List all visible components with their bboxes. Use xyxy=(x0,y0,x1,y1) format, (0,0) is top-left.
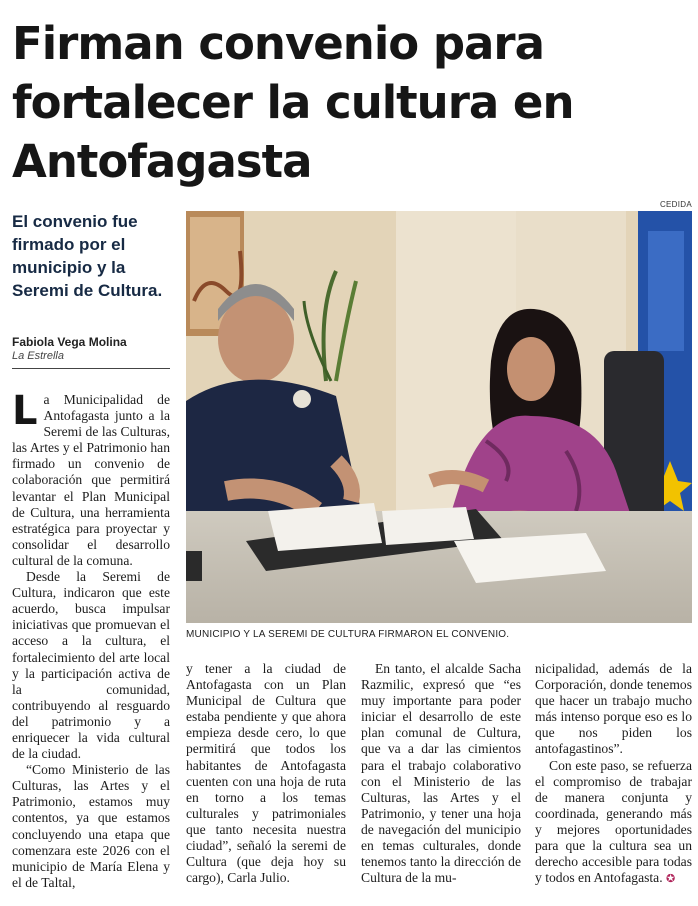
byline-outlet: La Estrella xyxy=(12,350,64,362)
article-column-1 xyxy=(12,388,170,891)
article-photo xyxy=(186,211,692,623)
paragraph-1 xyxy=(12,388,170,569)
end-mark-icon: ✪ xyxy=(666,873,676,886)
paragraph-2: Desde la Seremi de Cultura, indicaron que este acuerdo, busca impulsar iniciativas que promuevan el acceso a la cultura, el fortalecimiento del arte local y la participación activa de la comunidad, contribuyendo al resguardo del patrimonio y a enriquecer la vida cultural de la ciudad. xyxy=(12,569,170,762)
photo-caption: MUNICIPIO Y LA SEREMI DE CULTURA FIRMARON EL CONVENIO. xyxy=(186,629,510,640)
paragraph-6: nicipalidad, además de la Corporación, donde tenemos que hacer un trabajo mucho más intenso porque eso es lo que nos piden los antofagastinos”. xyxy=(535,661,692,757)
article-column-3 xyxy=(361,661,521,886)
article-lead: El convenio fue firmado por el municipio y la Seremi de Cultura. xyxy=(12,212,163,300)
byline-author: Fabiola Vega Molina xyxy=(12,335,127,349)
drop-cap: L xyxy=(12,388,38,434)
signing-photo-illustration xyxy=(186,211,692,623)
paragraph-4: y tener a la ciudad de Antofagasta con un Plan Municipal de Cultura que estaba pendiente y que ahora empieza desde cero, lo que permitirá que todos los habitantes de Antofagasta cuenten con una hoja de ruta en torno a los temas culturales y patrimoniales que tanto necesita nuestra ciudad”, señaló la seremi de Cultura (que deja hoy su cargo), Carla Julio. xyxy=(186,661,346,886)
paragraph-5: En tanto, el alcalde Sacha Razmilic, expresó que “es muy importante para poder iniciar el desarrollo de este plan comunal de Cultura, que va a dar las cimientos para el trabajo colaborativo con el Ministerio de las Culturas, las Artes y el Patrimonio, y tener una hoja de navegación del municipio en temas culturales, donde tenemos tanto la dirección de Cultura de la mu- xyxy=(361,661,521,886)
article-headline: Firman convenio para fortalecer la cultura en Antofagasta xyxy=(12,17,574,188)
byline xyxy=(12,335,172,363)
paragraph-3: “Como Ministerio de las Culturas, las Artes y el Patrimonio, estamos muy contentos, ya que estamos concluyendo una etapa que comenzara este 2026 con el municipio de María Elena y el de Taltal, xyxy=(12,762,170,890)
paragraph-1-text: a Municipalidad de Antofagasta junto a la Seremi de las Culturas, las Artes y el Patrimonio han firmado un convenio de colaboración que permitirá levantar el Plan Municipal de Cultura, una herramienta estratégica para proyectar y consolidar el desarrollo cultural de la comuna. xyxy=(12,392,170,568)
article-column-2 xyxy=(186,661,346,886)
photo-credit: CEDIDA xyxy=(659,200,692,209)
paragraph-7 xyxy=(535,758,692,888)
article-column-4 xyxy=(535,661,692,887)
byline-divider xyxy=(12,368,170,369)
paragraph-7-text: Con este paso, se refuerza el compromiso de trabajar de manera conjunta y coordinada, generando más y mejores oportunidades para que la cultura sea un derecho accesible para todas y todos en Antofagasta. xyxy=(535,757,692,886)
